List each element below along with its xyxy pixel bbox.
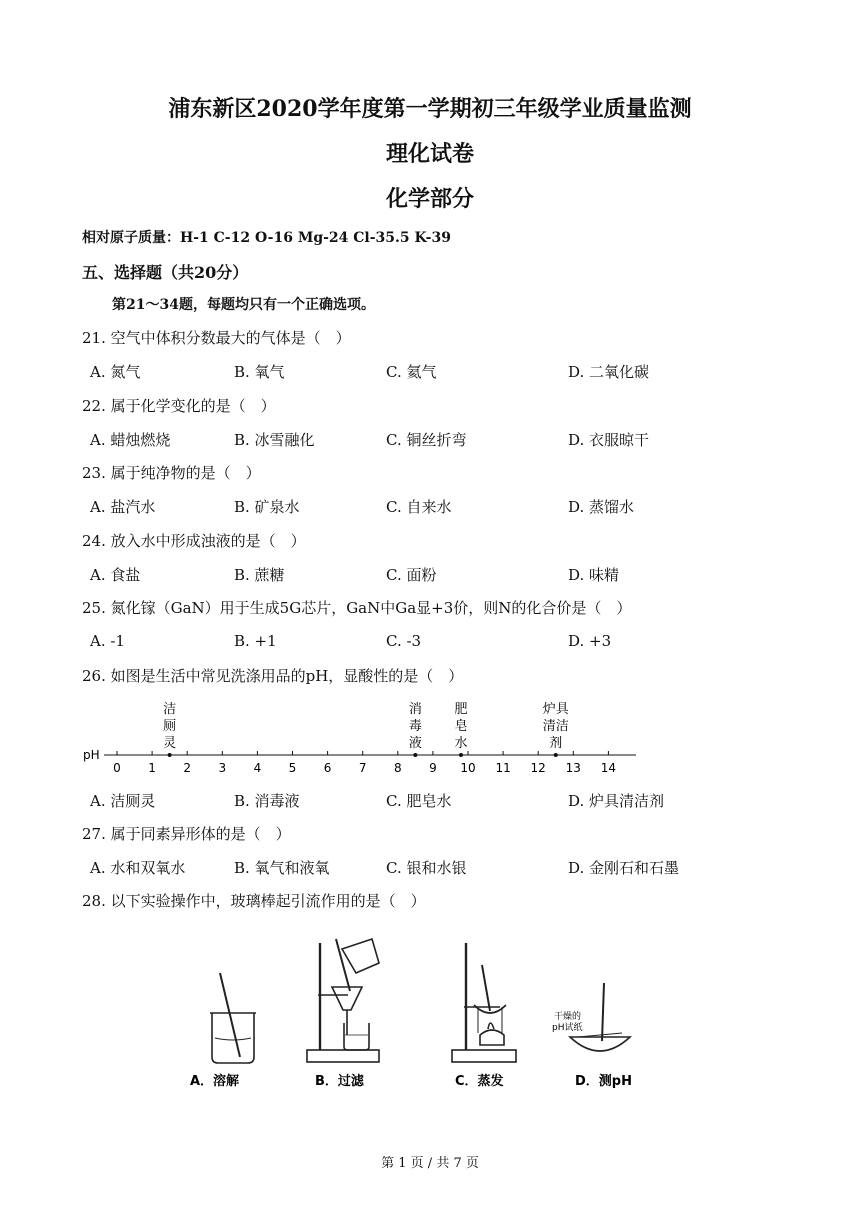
q25-option-b: B. +1: [234, 632, 277, 650]
question-23-stem: 23. 属于纯净物的是（ ）: [82, 464, 261, 482]
ph-point: [168, 753, 172, 757]
ph-item-label: 水: [454, 736, 468, 751]
q27-option-c: C. 银和水银: [386, 859, 467, 877]
lab-apparatus-figure: [160, 925, 660, 1100]
atomic-mass-line: 相对原子质量：H-1 C-12 O-16 Mg-24 Cl-35.5 K-39: [82, 230, 451, 246]
q24-option-d: D. 味精: [568, 566, 620, 584]
evaporation-apparatus: [452, 943, 516, 1062]
q22-option-d: D. 衣服晾干: [568, 431, 650, 449]
ph-axis-label: pH: [83, 748, 100, 762]
question-24-stem: 24. 放入水中形成浊液的是（ ）: [82, 532, 306, 550]
caption-measure-ph: D．测pH: [575, 1074, 632, 1089]
q27-option-b: B. 氧气和液氧: [234, 859, 330, 877]
q21-option-b: B. 氧气: [234, 363, 285, 381]
question-21-stem: 21. 空气中体积分数最大的气体是（ ）: [82, 329, 351, 347]
ph-tick-label: 6: [323, 761, 332, 775]
q25-option-c: C. -3: [386, 632, 422, 650]
ph-item-label: 灵: [163, 736, 177, 751]
ph-tick-label: 0: [113, 761, 121, 775]
q22-option-a: A. 蜡烛燃烧: [90, 431, 171, 449]
q26-option-c: C. 肥皂水: [386, 792, 452, 810]
q24-option-b: B. 蔗糖: [234, 566, 285, 584]
section-title: 五、选择题（共20分）: [82, 263, 249, 282]
ph-tick-label: 10: [460, 761, 476, 775]
main-title: 浦东新区2020学年度第一学期初三年级学业质量监测: [168, 96, 692, 122]
q22-option-c: C. 铜丝折弯: [386, 431, 467, 449]
ph-point: [554, 753, 558, 757]
ph-item-label: 清洁: [542, 719, 569, 734]
part-title: 化学部分: [385, 186, 474, 212]
ph-item-label: 消: [408, 702, 422, 717]
ph-scale-figure: [80, 690, 660, 782]
ph-tick-label: 14: [600, 761, 617, 775]
q21-option-a: A. 氮气: [90, 363, 141, 381]
ph-tick-label: 7: [358, 761, 367, 775]
ph-point: [413, 753, 417, 757]
question-27-stem: 27. 属于同素异形体的是（ ）: [82, 825, 291, 843]
ph-item-label: 液: [408, 736, 422, 751]
ph-item-label: 厕: [163, 719, 177, 734]
ph-paper-note-line1: 干燥的: [554, 1012, 582, 1022]
ph-point: [459, 753, 463, 757]
q25-option-d: D. +3: [568, 632, 612, 650]
ph-tick-label: 13: [565, 761, 581, 775]
ph-tick-label: 5: [288, 761, 297, 775]
question-28-stem: 28. 以下实验操作中，玻璃棒起引流作用的是（ ）: [82, 892, 426, 910]
q23-option-a: A. 盐汽水: [90, 498, 156, 516]
ph-tick-label: 12: [530, 761, 546, 775]
question-25-stem: 25. 氮化镓（GaN）用于生成5G芯片，GaN中Ga显+3价，则N的化合价是（ ）: [82, 599, 632, 617]
q26-option-b: B. 消毒液: [234, 792, 300, 810]
q24-option-a: A. 食盐: [90, 566, 141, 584]
q27-option-d: D. 金刚石和石墨: [568, 859, 680, 877]
q22-option-b: B. 冰雪融化: [234, 431, 315, 449]
caption-evaporate: C．蒸发: [455, 1074, 504, 1089]
ph-tick-label: 8: [393, 761, 402, 775]
caption-filter: B．过滤: [315, 1074, 364, 1089]
q24-option-c: C. 面粉: [386, 566, 437, 584]
ph-tick-label: 1: [148, 761, 156, 775]
q23-option-b: B. 矿泉水: [234, 498, 300, 516]
question-26-stem: 26. 如图是生活中常见洗涤用品的pH，显酸性的是（ ）: [82, 667, 464, 685]
q21-option-c: C. 氦气: [386, 363, 437, 381]
ph-item-label: 洁: [163, 702, 177, 717]
ph-tick-label: 4: [253, 761, 262, 775]
ph-item-label: 毒: [408, 719, 422, 734]
question-22-stem: 22. 属于化学变化的是（ ）: [82, 397, 276, 415]
ph-item-label: 剂: [549, 736, 563, 751]
caption-dissolve: A．溶解: [190, 1074, 240, 1089]
filtration-apparatus: [307, 939, 379, 1062]
q25-option-a: A. -1: [90, 632, 125, 650]
ph-item-label: 肥: [454, 702, 468, 717]
dissolving-apparatus: [210, 973, 256, 1063]
ph-item-label: 炉具: [542, 702, 569, 717]
page-footer: 第 1 页 / 共 7 页: [381, 1156, 479, 1171]
q26-option-d: D. 炉具清洁剂: [568, 792, 665, 810]
ph-tick-label: 2: [183, 761, 192, 775]
q23-option-c: C. 自来水: [386, 498, 452, 516]
ph-item-label: 皂: [454, 719, 468, 734]
q26-option-a: A. 洁厕灵: [90, 792, 156, 810]
q23-option-d: D. 蒸馏水: [568, 498, 635, 516]
ph-tick-label: 3: [218, 761, 227, 775]
ph-tick-label: 11: [495, 761, 511, 775]
q21-option-d: D. 二氧化碳: [568, 363, 650, 381]
ph-paper-note-line2: pH试纸: [552, 1023, 583, 1033]
subject-title: 理化试卷: [385, 141, 474, 167]
ph-tick-label: 9: [429, 761, 437, 775]
section-instruction: 第21～34题，每题均只有一个正确选项。: [112, 297, 375, 313]
q27-option-a: A. 水和双氧水: [90, 859, 186, 877]
